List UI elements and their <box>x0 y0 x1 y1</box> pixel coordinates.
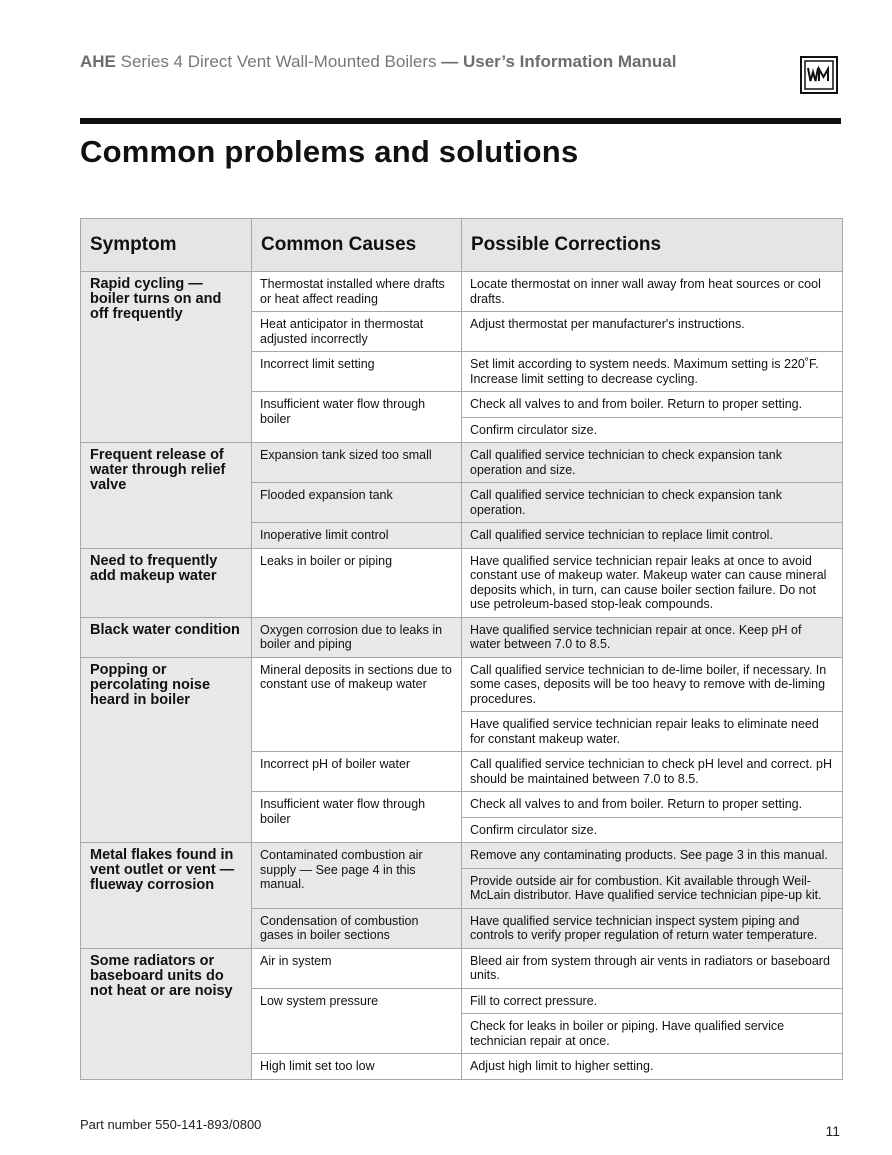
correction-cell: Call qualified service technician to check expansion tank operation and size. <box>462 443 843 483</box>
correction-cell: Adjust high limit to higher setting. <box>462 1054 843 1080</box>
table-body <box>81 272 843 1080</box>
causes-header: Common Causes <box>252 219 462 272</box>
weil-mclain-logo-icon <box>800 56 838 94</box>
cause-cell: Incorrect pH of boiler water <box>252 752 462 792</box>
correction-cell: Call qualified service technician to replace limit control. <box>462 523 843 549</box>
page-number: 11 <box>825 1123 840 1139</box>
table-row <box>81 843 843 869</box>
correction-cell: Check for leaks in boiler or piping. Have qualified service technician repair at once. <box>462 1014 843 1054</box>
correction-cell: Provide outside air for combustion. Kit available through Weil-McLain distributor. Have qualified service technician pipe-up kit. <box>462 868 843 908</box>
table-row <box>81 272 843 312</box>
cause-cell: Thermostat installed where drafts or heat affect reading <box>252 272 462 312</box>
symptom-cell: Rapid cycling — boiler turns on and off frequently <box>81 272 252 443</box>
symptom-cell: Frequent release of water through relief valve <box>81 443 252 549</box>
cause-cell: Heat anticipator in thermostat adjusted incorrectly <box>252 312 462 352</box>
problems-table <box>80 218 843 1080</box>
series-description: Series 4 Direct Vent Wall-Mounted Boilers <box>115 52 442 71</box>
correction-cell: Remove any contaminating products. See page 3 in this manual. <box>462 843 843 869</box>
page-title: Common problems and solutions <box>80 134 579 169</box>
correction-cell: Have qualified service technician repair leaks to eliminate need for constant makeup water. <box>462 712 843 752</box>
symptom-header: Symptom <box>81 219 252 272</box>
cause-cell: Inoperative limit control <box>252 523 462 549</box>
symptom-cell: Some radiators or baseboard units do not heat or are noisy <box>81 948 252 1079</box>
series-name: AHE <box>80 52 116 71</box>
correction-cell: Have qualified service technician repair at once. Keep pH of water between 7.0 to 8.5. <box>462 617 843 657</box>
table-row <box>81 443 843 483</box>
correction-cell: Fill to correct pressure. <box>462 988 843 1014</box>
cause-cell: Condensation of combustion gases in boiler sections <box>252 908 462 948</box>
symptom-cell: Popping or percolating noise heard in boiler <box>81 657 252 843</box>
cause-cell: Leaks in boiler or piping <box>252 548 462 617</box>
correction-cell: Call qualified service technician to check expansion tank operation. <box>462 483 843 523</box>
correction-cell: Call qualified service technician to de-lime boiler, if necessary. In some cases, deposits will be too heavy to remove with de-liming procedures. <box>462 657 843 712</box>
correction-cell: Locate thermostat on inner wall away from heat sources or cool drafts. <box>462 272 843 312</box>
correction-cell: Confirm circulator size. <box>462 817 843 843</box>
correction-cell: Adjust thermostat per manufacturer's instructions. <box>462 312 843 352</box>
table-row <box>81 948 843 988</box>
header-rule <box>80 118 841 124</box>
table-header-row <box>81 219 843 272</box>
correction-cell: Set limit according to system needs. Maximum setting is 220˚F. Increase limit setting to decrease cycling. <box>462 352 843 392</box>
cause-cell: Contaminated combustion air supply — See page 4 in this manual. <box>252 843 462 909</box>
symptom-cell: Metal flakes found in vent outlet or vent — flueway corrosion <box>81 843 252 949</box>
table-row <box>81 548 843 617</box>
correction-cell: Bleed air from system through air vents in radiators or baseboard units. <box>462 948 843 988</box>
symptom-cell: Need to frequently add makeup water <box>81 548 252 617</box>
cause-cell: Flooded expansion tank <box>252 483 462 523</box>
cause-cell: Insufficient water flow through boiler <box>252 392 462 443</box>
correction-cell: Have qualified service technician inspect system piping and controls to verify proper regulation of return water temperature. <box>462 908 843 948</box>
corrections-header: Possible Corrections <box>462 219 843 272</box>
cause-cell: High limit set too low <box>252 1054 462 1080</box>
table-row <box>81 657 843 712</box>
cause-cell: Mineral deposits in sections due to constant use of makeup water <box>252 657 462 752</box>
correction-cell: Check all valves to and from boiler. Return to proper setting. <box>462 392 843 418</box>
running-header <box>80 52 800 72</box>
part-number: Part number 550-141-893/0800 <box>80 1117 262 1132</box>
symptom-cell: Black water condition <box>81 617 252 657</box>
correction-cell: Confirm circulator size. <box>462 417 843 443</box>
correction-cell: Check all valves to and from boiler. Return to proper setting. <box>462 792 843 818</box>
cause-cell: Air in system <box>252 948 462 988</box>
cause-cell: Expansion tank sized too small <box>252 443 462 483</box>
manual-name: — User’s Information Manual <box>441 52 677 71</box>
correction-cell: Call qualified service technician to check pH level and correct. pH should be maintained between 7.0 to 8.5. <box>462 752 843 792</box>
cause-cell: Insufficient water flow through boiler <box>252 792 462 843</box>
cause-cell: Low system pressure <box>252 988 462 1054</box>
cause-cell: Incorrect limit setting <box>252 352 462 392</box>
table-row <box>81 617 843 657</box>
cause-cell: Oxygen corrosion due to leaks in boiler and piping <box>252 617 462 657</box>
correction-cell: Have qualified service technician repair leaks at once to avoid constant use of makeup water. Makeup water can cause mineral deposits which, in turn, can cause boiler section failure. Do not use petroleum-based stop-leak compounds. <box>462 548 843 617</box>
